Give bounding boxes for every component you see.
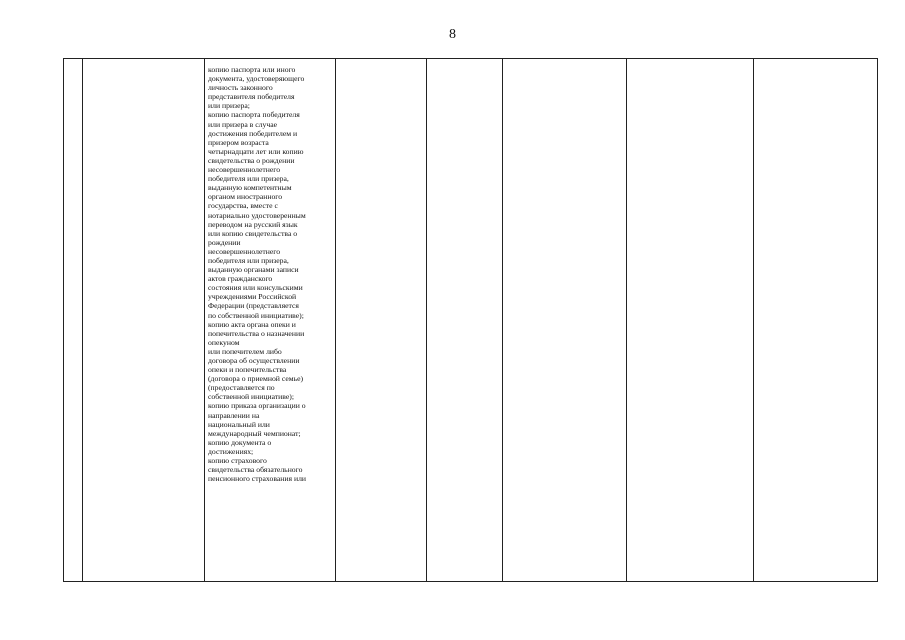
text-line: четырнадцати лет или копию (208, 146, 304, 156)
text-line: попечительства о назначении (208, 328, 305, 338)
text-line: или призера в случае (208, 119, 278, 129)
text-line: опекуном (208, 337, 240, 347)
text-line: несовершеннолетнего (208, 165, 281, 175)
table-cell-documents-list (205, 59, 336, 582)
text-line: учреждениями Российской (208, 292, 297, 302)
text-line: актов гражданского (208, 274, 273, 284)
documents-list-text (205, 59, 335, 483)
text-line: пенсионного страхования или (208, 474, 307, 484)
text-line: выданную компетентным (208, 183, 292, 193)
text-line: опеки и попечительства (208, 365, 287, 375)
text-line: представителя победителя (208, 92, 295, 102)
text-line: копию акта органа опеки и (208, 319, 296, 329)
text-line: договора об осуществлении (208, 356, 300, 365)
text-line: Федерации (представляется (208, 301, 299, 311)
text-line: по собственной инициативе); (208, 310, 304, 320)
text-line: нотариально удостоверенным (208, 210, 306, 220)
text-line: направлении на (208, 410, 260, 420)
text-line: (договора о приемной семье) (208, 374, 304, 384)
text-line: несовершеннолетнего (208, 246, 281, 256)
table-cell-8 (754, 59, 878, 582)
text-line: победителя или призера, (208, 255, 289, 265)
text-line: достижения победителем и (208, 128, 298, 138)
text-line: копию документа о (208, 437, 272, 447)
document-table (63, 58, 878, 582)
text-line: переводом на русский язык (208, 219, 298, 229)
text-line: органом иностранного (208, 192, 283, 202)
text-line: победителя или призера, (208, 174, 289, 184)
table-cell-6 (503, 59, 627, 582)
text-line: документа, удостоверяющего (208, 74, 305, 84)
text-line: государства, вместе с (208, 201, 278, 211)
text-line: копию приказа организации о (208, 401, 306, 411)
text-line: или попечителем либо (208, 346, 282, 356)
text-line: копию страхового (208, 456, 267, 466)
table-cell-2 (83, 59, 205, 582)
text-line: национальный или (208, 419, 270, 429)
text-line: призером возраста (208, 137, 269, 147)
text-line: международный чемпионат; (208, 428, 301, 438)
table-row (64, 59, 878, 582)
table-cell-7 (627, 59, 754, 582)
text-line: свидетельства обязательного (208, 465, 303, 475)
text-line: или призера; (208, 101, 250, 111)
text-line: собственной инициативе); (208, 392, 294, 402)
text-line: рождении (208, 237, 241, 247)
text-line: состояния или консульскими (208, 283, 303, 293)
text-line: (предоставляется по (208, 383, 275, 393)
text-line: достижениях; (208, 446, 254, 456)
text-line: личность законного (208, 83, 273, 93)
text-line: или копию свидетельства о (208, 228, 298, 238)
table-cell-4 (336, 59, 427, 582)
page-number: 8 (449, 27, 456, 42)
text-line: выданную органами записи (208, 265, 299, 275)
table-cell-1 (64, 59, 83, 582)
text-line: копию паспорта победителя (208, 110, 300, 120)
text-line: свидетельства о рождении (208, 155, 295, 165)
table-cell-5 (427, 59, 503, 582)
text-line: копию паспорта или иного (208, 65, 296, 74)
